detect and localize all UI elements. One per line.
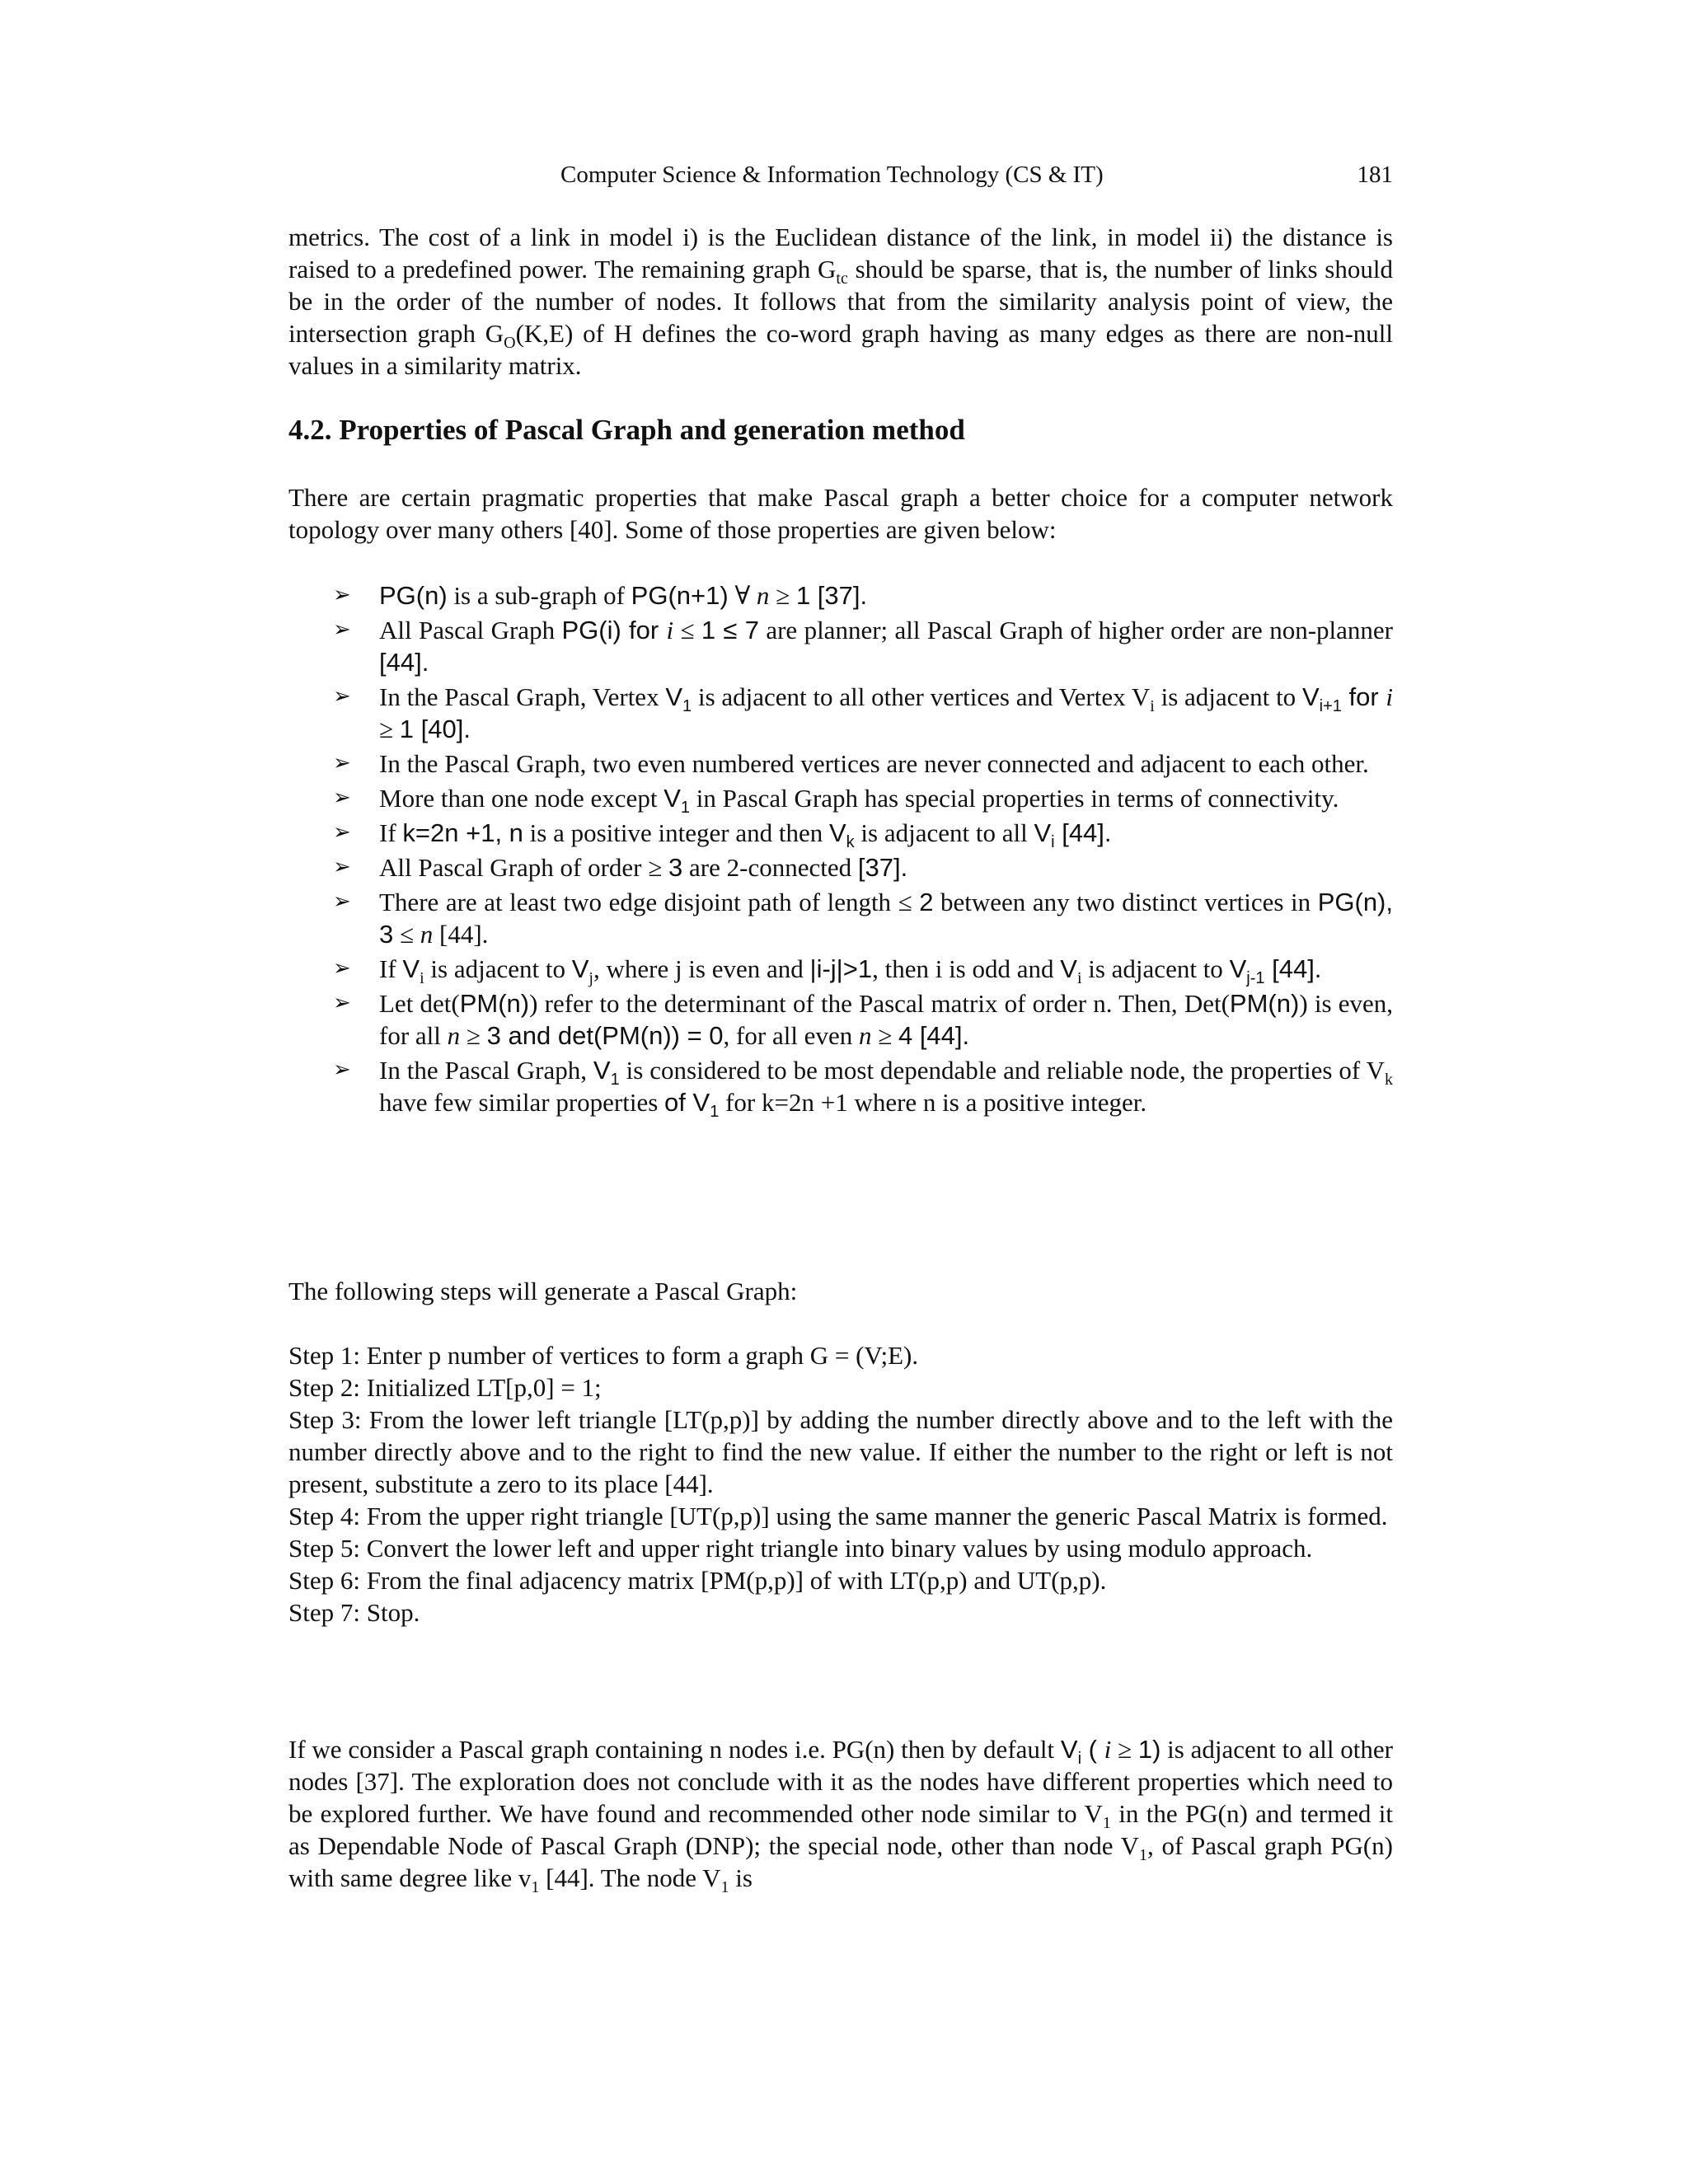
journal-title: Computer Science & Information Technology (CS & IT) [560, 162, 1104, 188]
arrow-bullet-icon: ➢ [333, 583, 351, 607]
step-item: Step 1: Enter p number of vertices to form a graph G = (V;E). [288, 1341, 919, 1370]
arrow-bullet-icon: ➢ [333, 855, 351, 879]
intro-paragraph [288, 221, 1393, 382]
list-item: ➢ PG(n) is a sub-graph of PG(n+1) ∀ n ≥ 1 [37]. [333, 581, 868, 610]
list-item: ➢ There are at least two edge disjoint path of length ≤ 2 between any two distinct vertices in PG(n), 3 ≤ n [44]. [333, 888, 1393, 949]
step-item: Step 3: From the lower left triangle [LT(p,p)] by adding the number directly above and to the left with the number directly above and to the right to find the new value. If either the number to the right or left is not present, substitute a zero to its place [44]. [288, 1405, 1393, 1498]
text-run: metrics. The cost of a link in model i) is the Euclidean distance of the link, in model ii) the distance is raised to a predefined power. The remaining graph G [288, 223, 1393, 284]
list-item: ➢ In the Pascal Graph, Vertex $V_1$ is adjacent to all other vertices and Vertex $V_i$ is adjacent to $V_{i+1}$ for i ≥ 1 [40]. [333, 682, 1393, 743]
list-item: ➢ In the Pascal Graph, $V_1$ is considered to be most dependable and reliable node, the properties of $V_k$ have few similar properties of $V_1$ for k=2n +1 where n is a positive integer. [333, 1056, 1393, 1122]
section-heading: 4.2. Properties of Pascal Graph and generation method [288, 414, 965, 446]
text-run: should be sparse, that is, the number of links should be in the order of the number of nodes. It follows that from the similarity analysis point of view, the intersection graph G [288, 255, 1393, 348]
step-item: Step 4: From the upper right triangle [UT(p,p)] using the same manner the generic Pascal Matrix is formed. [288, 1502, 1388, 1530]
list-item: ➢ If $V_i$ is adjacent to $V_j$, where j is even and |i-j|>1, then i is odd and $V_i$ is adjacent to $V_{j-1}$ [44]. [333, 954, 1322, 988]
properties-list [288, 579, 1393, 1121]
subscript: tc [836, 269, 848, 288]
arrow-bullet-icon: ➢ [333, 956, 351, 981]
arrow-bullet-icon: ➢ [333, 751, 351, 776]
text-run: (K,E) of H defines the co-word graph having as many edges as there are non-null values in a similarity matrix. [288, 319, 1393, 380]
list-item: ➢ If k=2n +1, n is a positive integer and then $V_k$ is adjacent to all $V_i$ [44]. [333, 818, 1112, 852]
arrow-bullet-icon: ➢ [333, 889, 351, 914]
running-header [288, 162, 1393, 194]
properties-intro-paragraph: There are certain pragmatic properties that make Pascal graph a better choice for a computer network topology over many others [40]. Some of those properties are given below: [288, 483, 1393, 544]
list-item: ➢ All Pascal Graph PG(i) for i ≤ 1 ≤ 7 are planner; all Pascal Graph of higher order are non-planner [44]. [333, 616, 1393, 677]
list-item: ➢ In the Pascal Graph, two even numbered vertices are never connected and adjacent to each other. [333, 749, 1369, 778]
list-item: ➢ All Pascal Graph of order ≥ 3 are 2-connected [37]. [333, 853, 908, 882]
arrow-bullet-icon: ➢ [333, 820, 351, 845]
step-item: Step 5: Convert the lower left and upper right triangle into binary values by using modulo approach. [288, 1534, 1313, 1563]
arrow-bullet-icon: ➢ [333, 991, 351, 1015]
steps-intro: The following steps will generate a Pascal Graph: [288, 1277, 798, 1305]
subscript: O [504, 334, 516, 353]
step-item: Step 2: Initialized LT[p,0] = 1; [288, 1373, 602, 1402]
arrow-bullet-icon: ➢ [333, 785, 351, 810]
arrow-bullet-icon: ➢ [333, 684, 351, 709]
steps-list [288, 1339, 1393, 1629]
arrow-bullet-icon: ➢ [333, 617, 351, 642]
closing-paragraph: If we consider a Pascal graph containing n nodes i.e. PG(n) then by default $V_i$ ( i ≥ 1) is adjacent to all other nodes [37]. The exploration does not conclude with it as the nodes have different properties which need to be explored further. We have found and recommended other node similar to $V_1$ in the PG(n) and termed it as Dependable Node of Pascal Graph (DNP); the special node, other than node $V_1$, of Pascal graph PG(n) with same degree like $v_1$ [44]. The node $V_1$ is [288, 1735, 1393, 1897]
list-item: ➢ More than one node except $V_1$ in Pascal Graph has special properties in terms of connectivity. [333, 784, 1339, 818]
page-number: 181 [1357, 162, 1393, 188]
list-item: ➢ Let det(PM(n)) refer to the determinant of the Pascal matrix of order n. Then, Det(PM(n)) is even, for all n ≥ 3 and det(PM(n)) = 0, for all even n ≥ 4 [44]. [333, 989, 1393, 1050]
arrow-bullet-icon: ➢ [333, 1057, 351, 1082]
step-item: Step 6: From the final adjacency matrix [PM(p,p)] of with LT(p,p) and UT(p,p). [288, 1566, 1107, 1595]
step-item: Step 7: Stop. [288, 1598, 420, 1627]
